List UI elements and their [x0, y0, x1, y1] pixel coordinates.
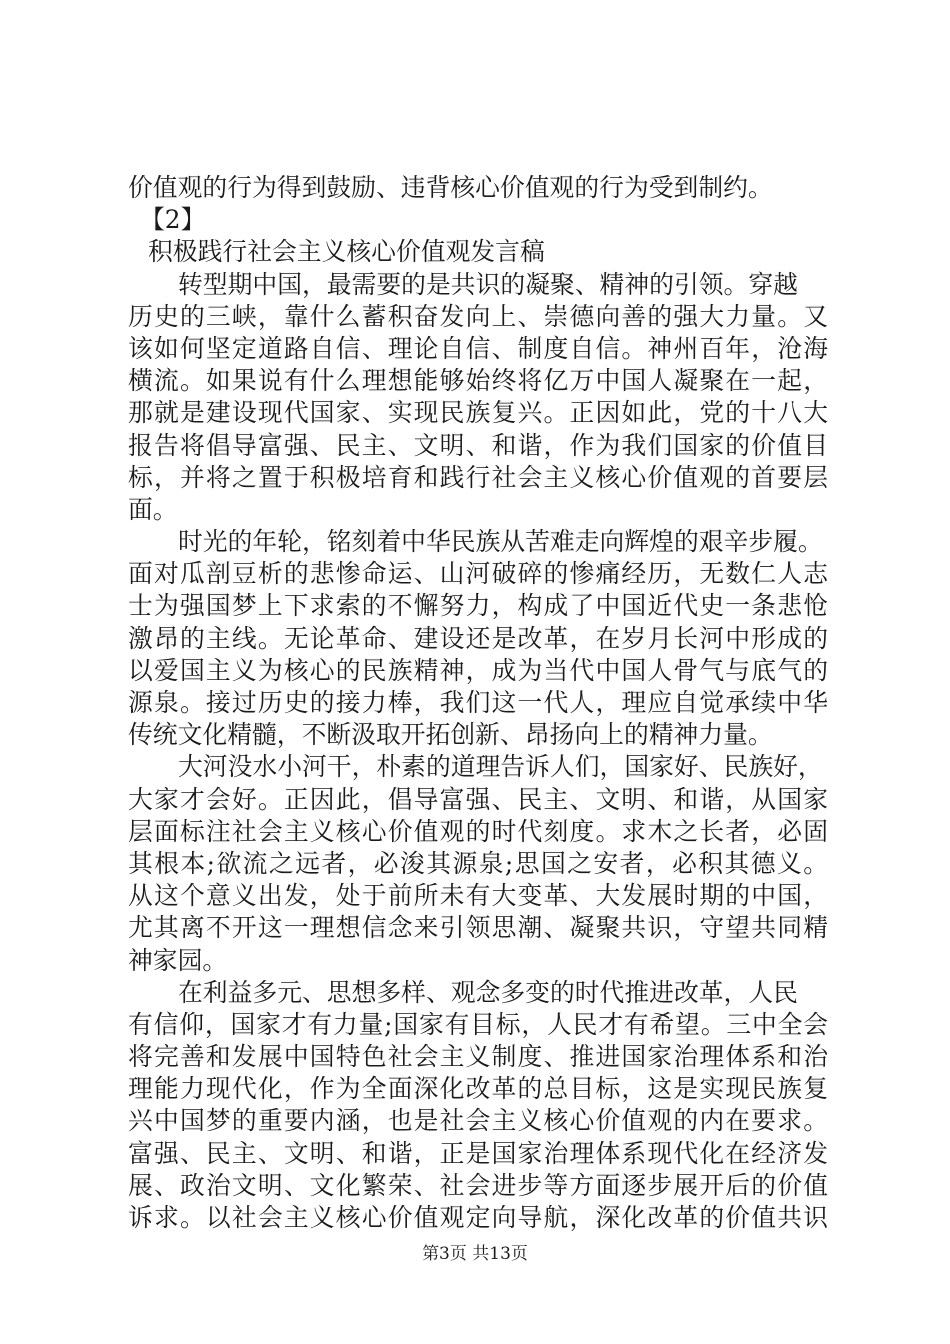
- text-line: 展、政治文明、文化繁荣、社会进步等方面逐步展开后的价值: [128, 1170, 828, 1200]
- text-line: 其根本;欲流之远者，必浚其源泉;思国之安者，必积其德义。: [128, 848, 828, 878]
- text-line: 理能力现代化，作为全面深化改革的总目标，这是实现民族复: [128, 1074, 828, 1104]
- text-line: 尤其离不开这一理想信念来引领思潮、凝聚共识，守望共同精: [128, 913, 828, 943]
- text-line: 士为强国梦上下求索的不懈努力，构成了中国近代史一条悲怆: [128, 591, 828, 621]
- text-line: 激昂的主线。无论革命、建设还是改革，在岁月长河中形成的: [128, 623, 828, 653]
- text-line: 横流。如果说有什么理想能够始终将亿万中国人凝聚在一起，: [128, 366, 828, 396]
- text-line: 转型期中国，最需要的是共识的凝聚、精神的引领。穿越: [178, 269, 798, 299]
- text-line: 大家才会好。正因此，倡导富强、民主、文明、和谐，从国家: [128, 784, 828, 814]
- text-line: 有信仰，国家才有力量;国家有目标，人民才有希望。三中全会: [128, 1009, 828, 1039]
- text-line: 该如何坚定道路自信、理论自信、制度自信。神州百年，沧海: [128, 333, 828, 363]
- text-line: 大河没水小河干，朴素的道理告诉人们，国家好、民族好，: [178, 752, 823, 782]
- text-line: 时光的年轮，铭刻着中华民族从苦难走向辉煌的艰辛步履。: [178, 527, 823, 557]
- text-line: 报告将倡导富强、民主、文明、和谐，作为我们国家的价值目: [128, 430, 828, 460]
- text-line: 兴中国梦的重要内涵，也是社会主义核心价值观的内在要求。: [128, 1106, 828, 1136]
- text-line: 神家园。: [128, 945, 228, 975]
- text-line: 富强、民主、文明、和谐，正是国家治理体系现代化在经济发: [128, 1138, 828, 1168]
- text-line: 层面标注社会主义核心价值观的时代刻度。求木之长者，必固: [128, 816, 828, 846]
- text-line: 面对瓜剖豆析的悲惨命运、山河破碎的惨痛经历，无数仁人志: [128, 559, 828, 589]
- text-line: 以爱国主义为核心的民族精神，成为当代中国人骨气与底气的: [128, 655, 828, 685]
- text-line: 诉求。以社会主义核心价值观定向导航，深化改革的价值共识: [128, 1203, 828, 1232]
- text-line: 那就是建设现代国家、实现民族复兴。正因如此，党的十八大: [128, 398, 828, 428]
- text-line: 历史的三峡，靠什么蓄积奋发向上、崇德向善的强大力量。又: [128, 301, 828, 331]
- text-line: 标，并将之置于积极培育和践行社会主义核心价值观的首要层: [128, 462, 828, 492]
- text-line: 价值观的行为得到鼓励、违背核心价值观的行为受到制约。: [128, 173, 773, 202]
- page-footer: 第3页 共13页: [422, 1244, 528, 1264]
- text-line: 面。: [128, 494, 178, 524]
- text-line: 积极践行社会主义核心价值观发言稿: [148, 237, 545, 267]
- text-line: 将完善和发展中国特色社会主义制度、推进国家治理体系和治: [128, 1042, 828, 1072]
- document-body: [128, 172, 828, 1234]
- text-line: 在利益多元、思想多样、观念多变的时代推进改革，人民: [178, 977, 798, 1007]
- text-line: 从这个意义出发，处于前所未有大变革、大发展时期的中国，: [128, 881, 828, 911]
- text-line: 源泉。接过历史的接力棒，我们这一代人，理应自觉承续中华: [128, 688, 828, 717]
- text-line: 传统文化精髓，不断汲取开拓创新、昂扬向上的精神力量。: [128, 720, 773, 750]
- text-line: 【2】: [140, 205, 206, 235]
